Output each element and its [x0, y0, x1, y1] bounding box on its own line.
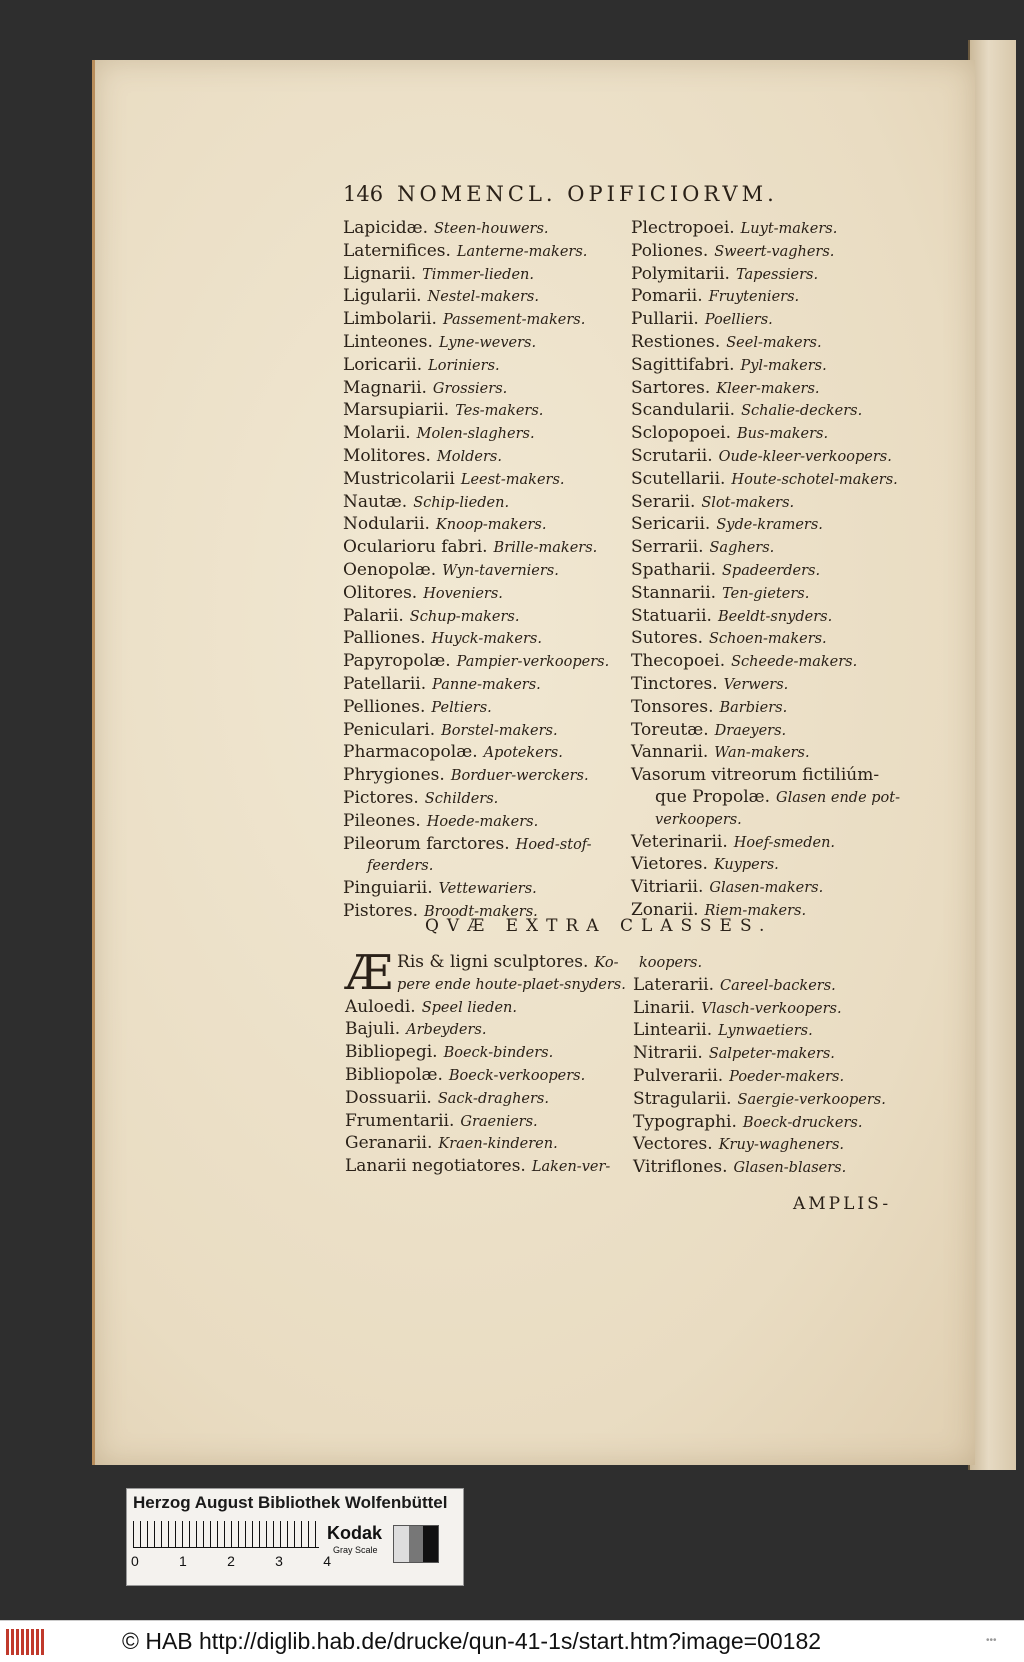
latin-term: Statuarii. [631, 605, 712, 626]
latin-term: Magnarii. [343, 377, 427, 398]
latin-term: Ris & ligni sculptores. [397, 952, 589, 972]
entry-row [633, 1134, 963, 1157]
latin-term: Bibliopolæ. [345, 1064, 443, 1085]
entry-row [343, 423, 625, 446]
dutch-term: Vlasch-verkoopers. [701, 1000, 842, 1017]
dutch-term: Kraen-kinderen. [438, 1136, 558, 1153]
entry-row [343, 264, 625, 287]
dutch-term: Sack-draghers. [437, 1090, 549, 1107]
latin-term: Peniculari. [343, 719, 436, 740]
dutch-term: Poelliers. [704, 312, 773, 329]
entry-row [631, 446, 961, 469]
dutch-term: Graeniers. [460, 1113, 538, 1130]
entry-row [631, 832, 961, 855]
dutch-term: Wyn-taverniers. [442, 562, 559, 579]
latin-term: Veterinarii. [631, 831, 728, 852]
ruler-number: 2 [227, 1553, 235, 1569]
latin-term: Lintearii. [633, 1020, 713, 1041]
entry-continuation: verkoopers. [655, 811, 742, 828]
dutch-term: Schilders. [424, 790, 499, 807]
entry-row [631, 378, 961, 401]
dutch-term: Broodt-makers. [423, 903, 538, 920]
dutch-term: Laken-ver- [531, 1159, 611, 1176]
latin-term: Pistores. [343, 900, 418, 921]
right-column [631, 218, 961, 923]
latin-term: Vitriarii. [631, 877, 704, 898]
entry-row [345, 997, 627, 1020]
entry-row [343, 492, 625, 515]
latin-term: Serarii. [631, 491, 696, 512]
latin-term: Sagittifabri. [631, 354, 735, 375]
footer-dots: ••• [986, 1635, 997, 1646]
dutch-term: Tes-makers. [455, 403, 544, 420]
entry-row [343, 628, 625, 651]
dutch-term: Lanterne-makers. [456, 243, 588, 260]
ruler-number: 4 [323, 1553, 331, 1569]
dutch-term: Lynwaetiers. [718, 1023, 813, 1040]
entry-row [631, 628, 961, 651]
entry-row [631, 606, 961, 629]
entry-row [343, 742, 625, 765]
latin-term: Auloedi. [345, 996, 416, 1017]
entry-row [633, 975, 963, 998]
latin-term: Stannarii. [631, 582, 717, 603]
dutch-term: Verwers. [723, 676, 789, 693]
dutch-term: Boeck-binders. [443, 1045, 554, 1062]
latin-term: Pelliones. [343, 696, 426, 717]
entry-row [631, 560, 961, 583]
entry-row [343, 218, 625, 241]
dutch-term: Pyl-makers. [740, 357, 827, 374]
entry-row [343, 720, 625, 743]
dutch-term: Borduer-werckers. [450, 768, 589, 785]
kodak-logo: Kodak [327, 1523, 383, 1543]
latin-term: Nitrarii. [633, 1043, 703, 1064]
latin-term: Thecopoei. [631, 651, 726, 672]
entry-continuation [343, 856, 625, 878]
ruler-number: 0 [131, 1553, 139, 1569]
dutch-term: Hoveniers. [423, 585, 503, 602]
entry-row [345, 1042, 627, 1065]
dutch-term: Kleer-makers. [716, 380, 820, 397]
dutch-term: Leest-makers. [460, 471, 565, 488]
latin-term: Scandularii. [631, 400, 736, 421]
latin-term: Tonsores. [631, 696, 714, 717]
dutch-term: Kuypers. [713, 857, 779, 874]
latin-term: Molitores. [343, 445, 431, 466]
dutch-term: Schalie-deckers. [741, 403, 863, 420]
dutch-term: Spadeerders. [721, 562, 821, 579]
latin-term: Pullarii. [631, 309, 699, 330]
dutch-term-continuation: Glasen ende pot- [776, 789, 901, 806]
dutch-term: Pampier-verkoopers. [456, 654, 610, 671]
dutch-term: Tapessiers. [735, 266, 819, 283]
running-header [343, 182, 943, 206]
latin-term: Restiones. [631, 331, 721, 352]
dutch-term: Borstel-makers. [441, 722, 558, 739]
entry-row [343, 788, 625, 811]
entry-row [633, 1089, 963, 1112]
entry-row [633, 1112, 963, 1135]
entry-row [631, 720, 961, 743]
latin-term: Sericarii. [631, 514, 711, 535]
dutch-term: Fruyteniers. [708, 289, 800, 306]
latin-term: Scutellarii. [631, 468, 726, 489]
footer-bar [0, 1620, 1024, 1662]
dutch-term: Riem-makers. [704, 902, 807, 919]
dutch-term: Scheede-makers. [731, 654, 858, 671]
entry-row [343, 651, 625, 674]
latin-term: Olitores. [343, 582, 418, 603]
dutch-term: Schoen-makers. [708, 631, 827, 648]
latin-term: Mustricolarii [343, 468, 455, 489]
entry-row [343, 355, 625, 378]
dutch-term: Molders. [436, 448, 502, 465]
entry-row [345, 945, 627, 1001]
entry-row [343, 674, 625, 697]
latin-term: Marsupiarii. [343, 400, 450, 421]
latin-term: Linarii. [633, 997, 696, 1018]
dutch-term: Saghers. [709, 540, 775, 557]
drop-capital: Æ [345, 945, 394, 1001]
dutch-term: Hoef-smeden. [733, 834, 836, 851]
latin-term: Typographi. [633, 1111, 737, 1132]
entry-row [343, 583, 625, 606]
section-title: QVÆ EXTRA CLASSES. [425, 916, 773, 936]
entry-row [631, 742, 961, 765]
latin-term: Dossuarii. [345, 1087, 432, 1108]
latin-term: Limbolarii. [343, 309, 437, 330]
dutch-term: koopers. [639, 955, 703, 971]
dutch-term: Slot-makers. [701, 494, 795, 511]
latin-term: Lapicidæ. [343, 218, 428, 238]
entry-row [633, 1157, 963, 1180]
entry-row [631, 674, 961, 697]
dutch-term: Syde-kramers. [716, 517, 823, 534]
entry-row [345, 1156, 627, 1179]
ruler-numbers [131, 1553, 331, 1569]
dutch-term: Hoede-makers. [426, 813, 539, 830]
ruler-number: 3 [275, 1553, 283, 1569]
latin-term: Oenopolæ. [343, 559, 437, 580]
dutch-term: Luyt-makers. [740, 221, 838, 237]
dutch-term: Nestel-makers. [427, 289, 539, 306]
dutch-term: Barbiers. [719, 699, 788, 716]
dutch-term: Poeder-makers. [729, 1068, 845, 1085]
latin-term: Loricarii. [343, 354, 423, 375]
latin-term: Stragularii. [633, 1088, 732, 1109]
facing-page-edge [968, 40, 1016, 1470]
dutch-term: Salpeter-makers. [708, 1046, 835, 1063]
book-page [92, 60, 975, 1465]
entry-row [343, 537, 625, 560]
library-name: Herzog August Bibliothek Wolfenbüttel [133, 1493, 448, 1512]
dutch-term: Brille-makers. [493, 540, 598, 557]
dutch-term: Apotekers. [483, 745, 563, 762]
entry-row [633, 1020, 963, 1043]
latin-term: Serrarii. [631, 537, 704, 558]
latin-term: Sartores. [631, 377, 711, 398]
latin-term: Pharmacopolæ. [343, 742, 478, 763]
bottom-right-column [633, 952, 963, 1180]
dutch-term: Lyne-wevers. [438, 334, 537, 351]
latin-term: Lignarii. [343, 263, 417, 284]
entry-row [631, 492, 961, 515]
latin-term: Palarii. [343, 605, 404, 626]
entry-row [631, 264, 961, 287]
dutch-term: Oude-kleer-verkoopers. [718, 448, 892, 465]
latin-term: Pulverarii. [633, 1065, 724, 1086]
dutch-term: Steen-houwers. [433, 221, 549, 237]
entry-row [343, 697, 625, 720]
entry-row [343, 286, 625, 309]
scale-ruler [133, 1521, 319, 1548]
dutch-term: Boeck-verkoopers. [448, 1067, 586, 1084]
latin-term: Molarii. [343, 423, 411, 444]
entry-row [343, 400, 625, 423]
entry-row [343, 332, 625, 355]
dutch-term: Beeldt-snyders. [717, 608, 833, 625]
dutch-term: Grossiers. [432, 380, 508, 397]
dutch-term: Speel lieden. [421, 999, 517, 1016]
dutch-term: Loriniers. [428, 357, 500, 374]
entry-row [631, 332, 961, 355]
dutch-term: Schip-lieden. [413, 494, 510, 511]
entry-row [631, 400, 961, 423]
dutch-term: Hoed-stof- [515, 836, 592, 853]
entry-row [631, 765, 961, 831]
latin-term: Toreutæ. [631, 719, 709, 740]
entry-row [343, 811, 625, 834]
running-title: NOMENCL. OPIFICIORVM. [397, 182, 778, 206]
dutch-term: Glasen-makers. [709, 880, 824, 897]
latin-term: Vietores. [631, 854, 708, 875]
left-column [343, 218, 625, 924]
latin-term: Lanarii negotiatores. [345, 1156, 526, 1177]
entry-row [631, 583, 961, 606]
dutch-term-continuation: pere ende houte-plaet-snyders. [397, 976, 626, 993]
entry-row [343, 560, 625, 583]
entry-row [343, 241, 625, 264]
entry-row [631, 423, 961, 446]
entry-row [345, 1019, 627, 1042]
entry-row [631, 697, 961, 720]
latin-term: Sclopopoei. [631, 423, 731, 444]
entry-row [631, 355, 961, 378]
latin-term: Pinguiarii. [343, 878, 433, 899]
latin-term: Pileones. [343, 810, 421, 831]
entry-row [631, 218, 961, 241]
latin-term: Pileorum farctores. [343, 833, 510, 854]
entry-row [631, 469, 961, 492]
entry-row [631, 286, 961, 309]
latin-term: Plectropoei. [631, 218, 735, 238]
dutch-term: Seel-makers. [726, 334, 822, 351]
dutch-term: Panne-makers. [432, 676, 541, 693]
entry-row [343, 834, 625, 879]
latin-term: Ocularioru fabri. [343, 537, 488, 558]
entry-row [633, 1043, 963, 1066]
latin-term: Zonarii. [631, 899, 699, 920]
library-label-card [126, 1488, 464, 1586]
page-number: 146 [343, 182, 384, 206]
latin-term: Pictores. [343, 787, 419, 808]
dutch-term: Ten-gieters. [722, 585, 810, 602]
dutch-term: Glasen-blasers. [733, 1160, 847, 1177]
dutch-term: Sweert-vaghers. [714, 243, 835, 260]
latin-term: Geranarii. [345, 1133, 433, 1154]
latin-term: Bajuli. [345, 1019, 401, 1040]
bottom-left-column [345, 945, 627, 1179]
dutch-term: Peltiers. [431, 699, 492, 716]
entry-row [631, 854, 961, 877]
latin-term: Polymitarii. [631, 263, 730, 284]
dutch-term: Ko- [594, 955, 619, 971]
entry-row [343, 446, 625, 469]
latin-term: Spatharii. [631, 559, 716, 580]
entry-row [345, 1111, 627, 1134]
latin-term: Vasorum vitreorum fictiliúm- [631, 765, 880, 786]
hab-logo-icon [6, 1629, 44, 1655]
latin-term: Scrutarii. [631, 445, 713, 466]
dutch-term: Bus-makers. [736, 426, 829, 443]
latin-term: Tinctores. [631, 673, 718, 694]
latin-term-continuation: que Propolæ. [655, 786, 771, 807]
gray-scale-swatch [393, 1525, 439, 1563]
entry-row [631, 241, 961, 264]
entry-row [343, 765, 625, 788]
dutch-term: Saergie-verkoopers. [737, 1091, 886, 1108]
ruler-number: 1 [179, 1553, 187, 1569]
latin-term: Vectores. [633, 1134, 713, 1155]
dutch-term: Schup-makers. [409, 608, 520, 625]
dutch-term: Huyck-makers. [431, 631, 542, 648]
entry-row [345, 1133, 627, 1156]
dutch-term: Vettewariers. [438, 881, 537, 898]
entry-row [345, 1065, 627, 1088]
dutch-term: Kruy-wagheners. [718, 1137, 845, 1154]
latin-term: Palliones. [343, 628, 426, 649]
entry-row [343, 309, 625, 332]
latin-term: Nautæ. [343, 491, 408, 512]
dutch-term: Wan-makers. [714, 745, 810, 762]
dutch-term: Knoop-makers. [435, 517, 547, 534]
dutch-term: Houte-schotel-makers. [731, 471, 898, 488]
entry-row [343, 878, 625, 901]
entry-row [345, 1088, 627, 1111]
latin-term: Laterarii. [633, 974, 714, 995]
latin-term: Linteones. [343, 331, 433, 352]
entry-row [631, 309, 961, 332]
latin-term: Phrygiones. [343, 765, 445, 786]
kodak-subtitle: Gray Scale [333, 1545, 378, 1555]
dutch-term: Molen-slaghers. [416, 426, 535, 443]
entry-row [631, 877, 961, 900]
entry-row [631, 651, 961, 674]
entry-row [631, 514, 961, 537]
dutch-term: Timmer-lieden. [422, 266, 534, 283]
latin-term: Laternifices. [343, 240, 451, 261]
latin-term: Patellarii. [343, 673, 427, 694]
latin-term: Vitriflones. [633, 1157, 728, 1178]
latin-term: Nodularii. [343, 514, 430, 535]
dutch-term-continuation: feerders. [367, 858, 434, 875]
entry-row [343, 469, 625, 492]
entry-continuation [631, 787, 961, 810]
footer-copyright-link[interactable]: © HAB http://diglib.hab.de/drucke/qun-41-1s/start.htm?image=00182 [122, 1628, 822, 1654]
latin-term: Pomarii. [631, 286, 703, 307]
entry-row [343, 378, 625, 401]
entry-row [343, 606, 625, 629]
entry-row [633, 998, 963, 1021]
latin-term: Papyropolæ. [343, 651, 451, 672]
latin-term: Sutores. [631, 628, 703, 649]
dutch-term: Boeck-druckers. [742, 1114, 863, 1131]
dutch-term: Passement-makers. [442, 312, 586, 329]
catchword: AMPLIS- [793, 1194, 892, 1214]
dutch-term: Careel-backers. [719, 977, 836, 994]
entry-row [343, 514, 625, 537]
latin-term: Poliones. [631, 240, 709, 261]
latin-term: Bibliopegi. [345, 1042, 438, 1063]
latin-term: Vannarii. [631, 742, 709, 763]
latin-term: Frumentarii. [345, 1110, 455, 1131]
entry-row [633, 952, 963, 975]
dutch-term: Draeyers. [714, 722, 787, 739]
entry-row [631, 537, 961, 560]
latin-term: Ligularii. [343, 286, 422, 307]
dutch-term: Arbeyders. [406, 1022, 487, 1039]
entry-row [633, 1066, 963, 1089]
